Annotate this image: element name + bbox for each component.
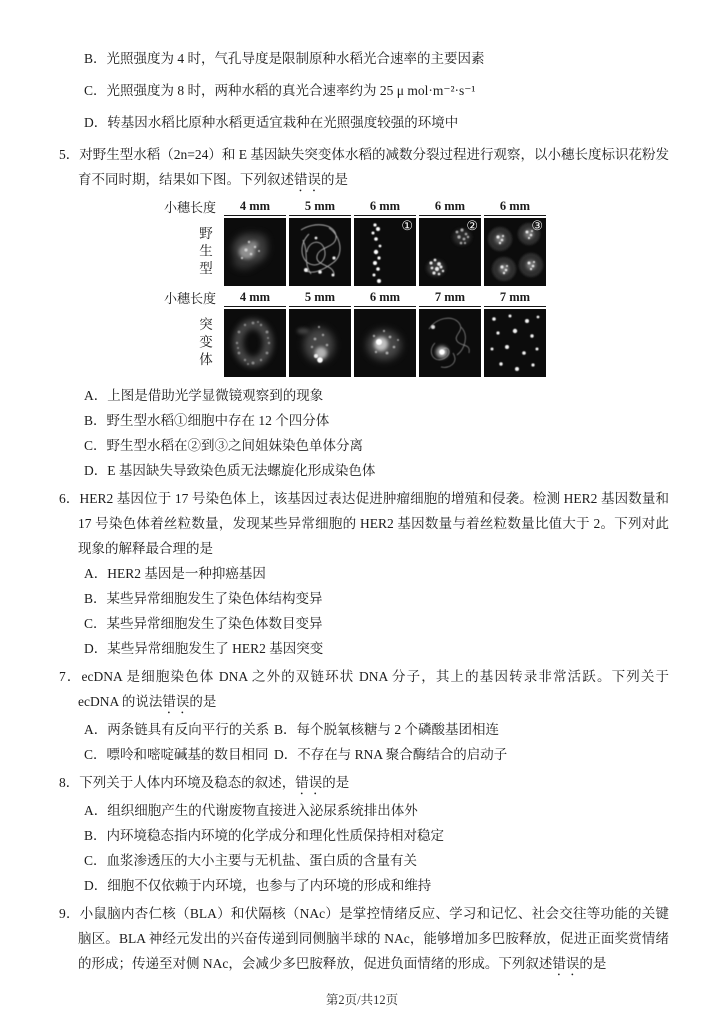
length-header: 7 mm [419,290,481,307]
length-header: 4 mm [224,199,286,216]
length-header: 4 mm [224,290,286,307]
option: C．血浆渗透压的大小主要与无机盐、蛋白质的含量有关 [84,853,418,868]
stem-text: HER2 基因位于 17 号染色体上，该基因过表达促进肿瘤细胞的增殖和侵袭。检测 HER2 基因数量和 17 号染色体着丝粒数量，发现某些异常细胞的 HER2 基因数量与着丝粒数量比值大于 2。下列对此现象的解释最合理的是 [78,491,670,556]
panel-mark: ① [401,218,413,233]
stem-text: ecDNA 是细胞染色体 DNA 之外的双链环状 DNA 分子，其上的基因转录非常活跃。下列关于 ecDNA 的说法 [78,669,670,709]
option: D．某些异常细胞发生了 HER2 基因突变 [84,641,324,656]
mutant-row-group [155,290,669,377]
question-number: 7． [59,669,82,684]
micrograph-mutant-7mm-scattered [484,309,546,377]
meiosis-figure [155,199,669,377]
question-number: 6． [59,491,80,506]
length-header: 5 mm [289,199,351,216]
stem-emphasis: 错误 [162,694,190,709]
option: A．组织细胞产生的代谢废物直接进入泌尿系统排出体外 [84,803,418,818]
option: C．光照强度为 8 时，两种水稻的真光合速率约为 25 μ mol·m⁻²·s⁻¹ [84,83,476,98]
micrograph-panel [354,218,416,286]
stem-text: 的是 [189,694,217,709]
page-content [59,46,669,982]
micrograph-panel [224,218,286,286]
option: C．野生型水稻在②到③之间姐妹染色单体分离 [84,438,364,453]
question-number: 9． [59,906,80,921]
micrograph-mutant-4mm [224,309,286,377]
option: B．光照强度为 4 时，气孔导度是限制原种水稻光合速率的主要因素 [84,51,485,66]
wild-type-label: 野生型 [197,225,212,279]
stem-emphasis: 错误 [295,775,323,790]
option: D．转基因水稻比原种水稻更适宜栽种在光照强度较强的环境中 [84,115,459,130]
panel-mark: ③ [531,218,543,233]
stem-text: 下列关于人体内环境及稳态的叙述， [79,775,296,790]
option: D．细胞不仅依赖于内环境，也参与了内环境的形成和维持 [84,878,432,893]
micrograph-mutant-7mm-threads [419,309,481,377]
row-type-label-cell [155,218,221,286]
stem-emphasis: 错误 [294,172,321,187]
option-row [59,717,669,742]
stem-text: 的是 [322,775,350,790]
option: A．两条链具有反向平行的关系 [84,722,270,737]
question-stem [59,486,669,561]
micrograph-wild-5mm [289,218,351,286]
micrograph-panel [354,309,416,377]
question-6 [59,486,669,661]
option: B．野生型水稻①细胞中存在 12 个四分体 [84,413,330,428]
stem-text: 对野生型水稻（2n=24）和 E 基因缺失突变体水稻的减数分裂过程进行观察，以小穗长度标识花粉发育不同时期，结果如下图。下列叙述 [78,147,670,187]
stem-text: 的是 [579,956,607,971]
option: D．不存在与 RNA 聚合酶结合的启动子 [274,747,508,762]
length-header: 7 mm [484,290,546,307]
length-header: 6 mm [419,199,481,216]
option: C．某些异常细胞发生了染色体数目变异 [84,616,323,631]
panel-mark: ② [466,218,478,233]
option: A．HER2 基因是一种抑癌基因 [84,566,266,581]
micrograph-panel [289,309,351,377]
option: A．上图是借助光学显微镜观察到的现象 [84,388,324,403]
length-header: 5 mm [289,290,351,307]
spikelet-length-label: 小穗长度 [163,200,216,215]
question-stem [59,664,669,717]
micrograph-mutant-6mm [354,309,416,377]
micrograph-wild-4mm [224,218,286,286]
micrograph-panel [224,309,286,377]
option: C．嘌呤和嘧啶碱基的数目相同 [84,747,269,762]
option: B．某些异常细胞发生了染色体结构变异 [84,591,323,606]
length-header: 6 mm [354,290,416,307]
page-number-footer: 第2页/共12页 [325,993,399,1007]
question-stem [59,901,669,979]
stem-emphasis: 错误 [552,956,580,971]
micrograph-mutant-5mm [289,309,351,377]
option: B．内环境稳态指内环境的化学成分和理化性质保持相对稳定 [84,828,445,843]
question-9 [59,901,669,979]
question-8 [59,770,669,898]
micrograph-panel [289,218,351,286]
stem-text: 的是 [321,172,348,187]
length-header: 6 mm [484,199,546,216]
length-header: 6 mm [354,199,416,216]
stem-text: 小鼠脑内杏仁核（BLA）和伏隔核（NAc）是掌控情绪反应、学习和记忆、社会交往等功能的关键脑区。BLA 神经元发出的兴奋传递到同侧脑半球的 NAc，能够增加多巴胺释放，促进正面奖赏情绪的形成；传递至对侧 NAc，会减少多巴胺释放，促进负面情绪的形成。下列叙述 [78,906,669,971]
micrograph-panel [419,218,481,286]
option-row [59,742,669,767]
micrograph-panel [484,309,546,377]
row-type-label-cell [155,309,221,377]
spikelet-length-label: 小穗长度 [163,291,216,306]
micrograph-panel [419,309,481,377]
question-number: 5． [59,147,80,162]
question-5 [59,142,669,483]
option: D．E 基因缺失导致染色质无法螺旋化形成染色体 [84,463,376,478]
question-stem [59,142,669,195]
question-stem [59,770,669,798]
wild-type-row-group [155,199,669,286]
micrograph-panel [484,218,546,286]
question-7 [59,664,669,767]
question-4-options [59,46,669,135]
option: B．每个脱氧核糖与 2 个磷酸基团相连 [274,722,500,737]
question-number: 8． [59,775,80,790]
mutant-label: 突变体 [197,316,212,370]
